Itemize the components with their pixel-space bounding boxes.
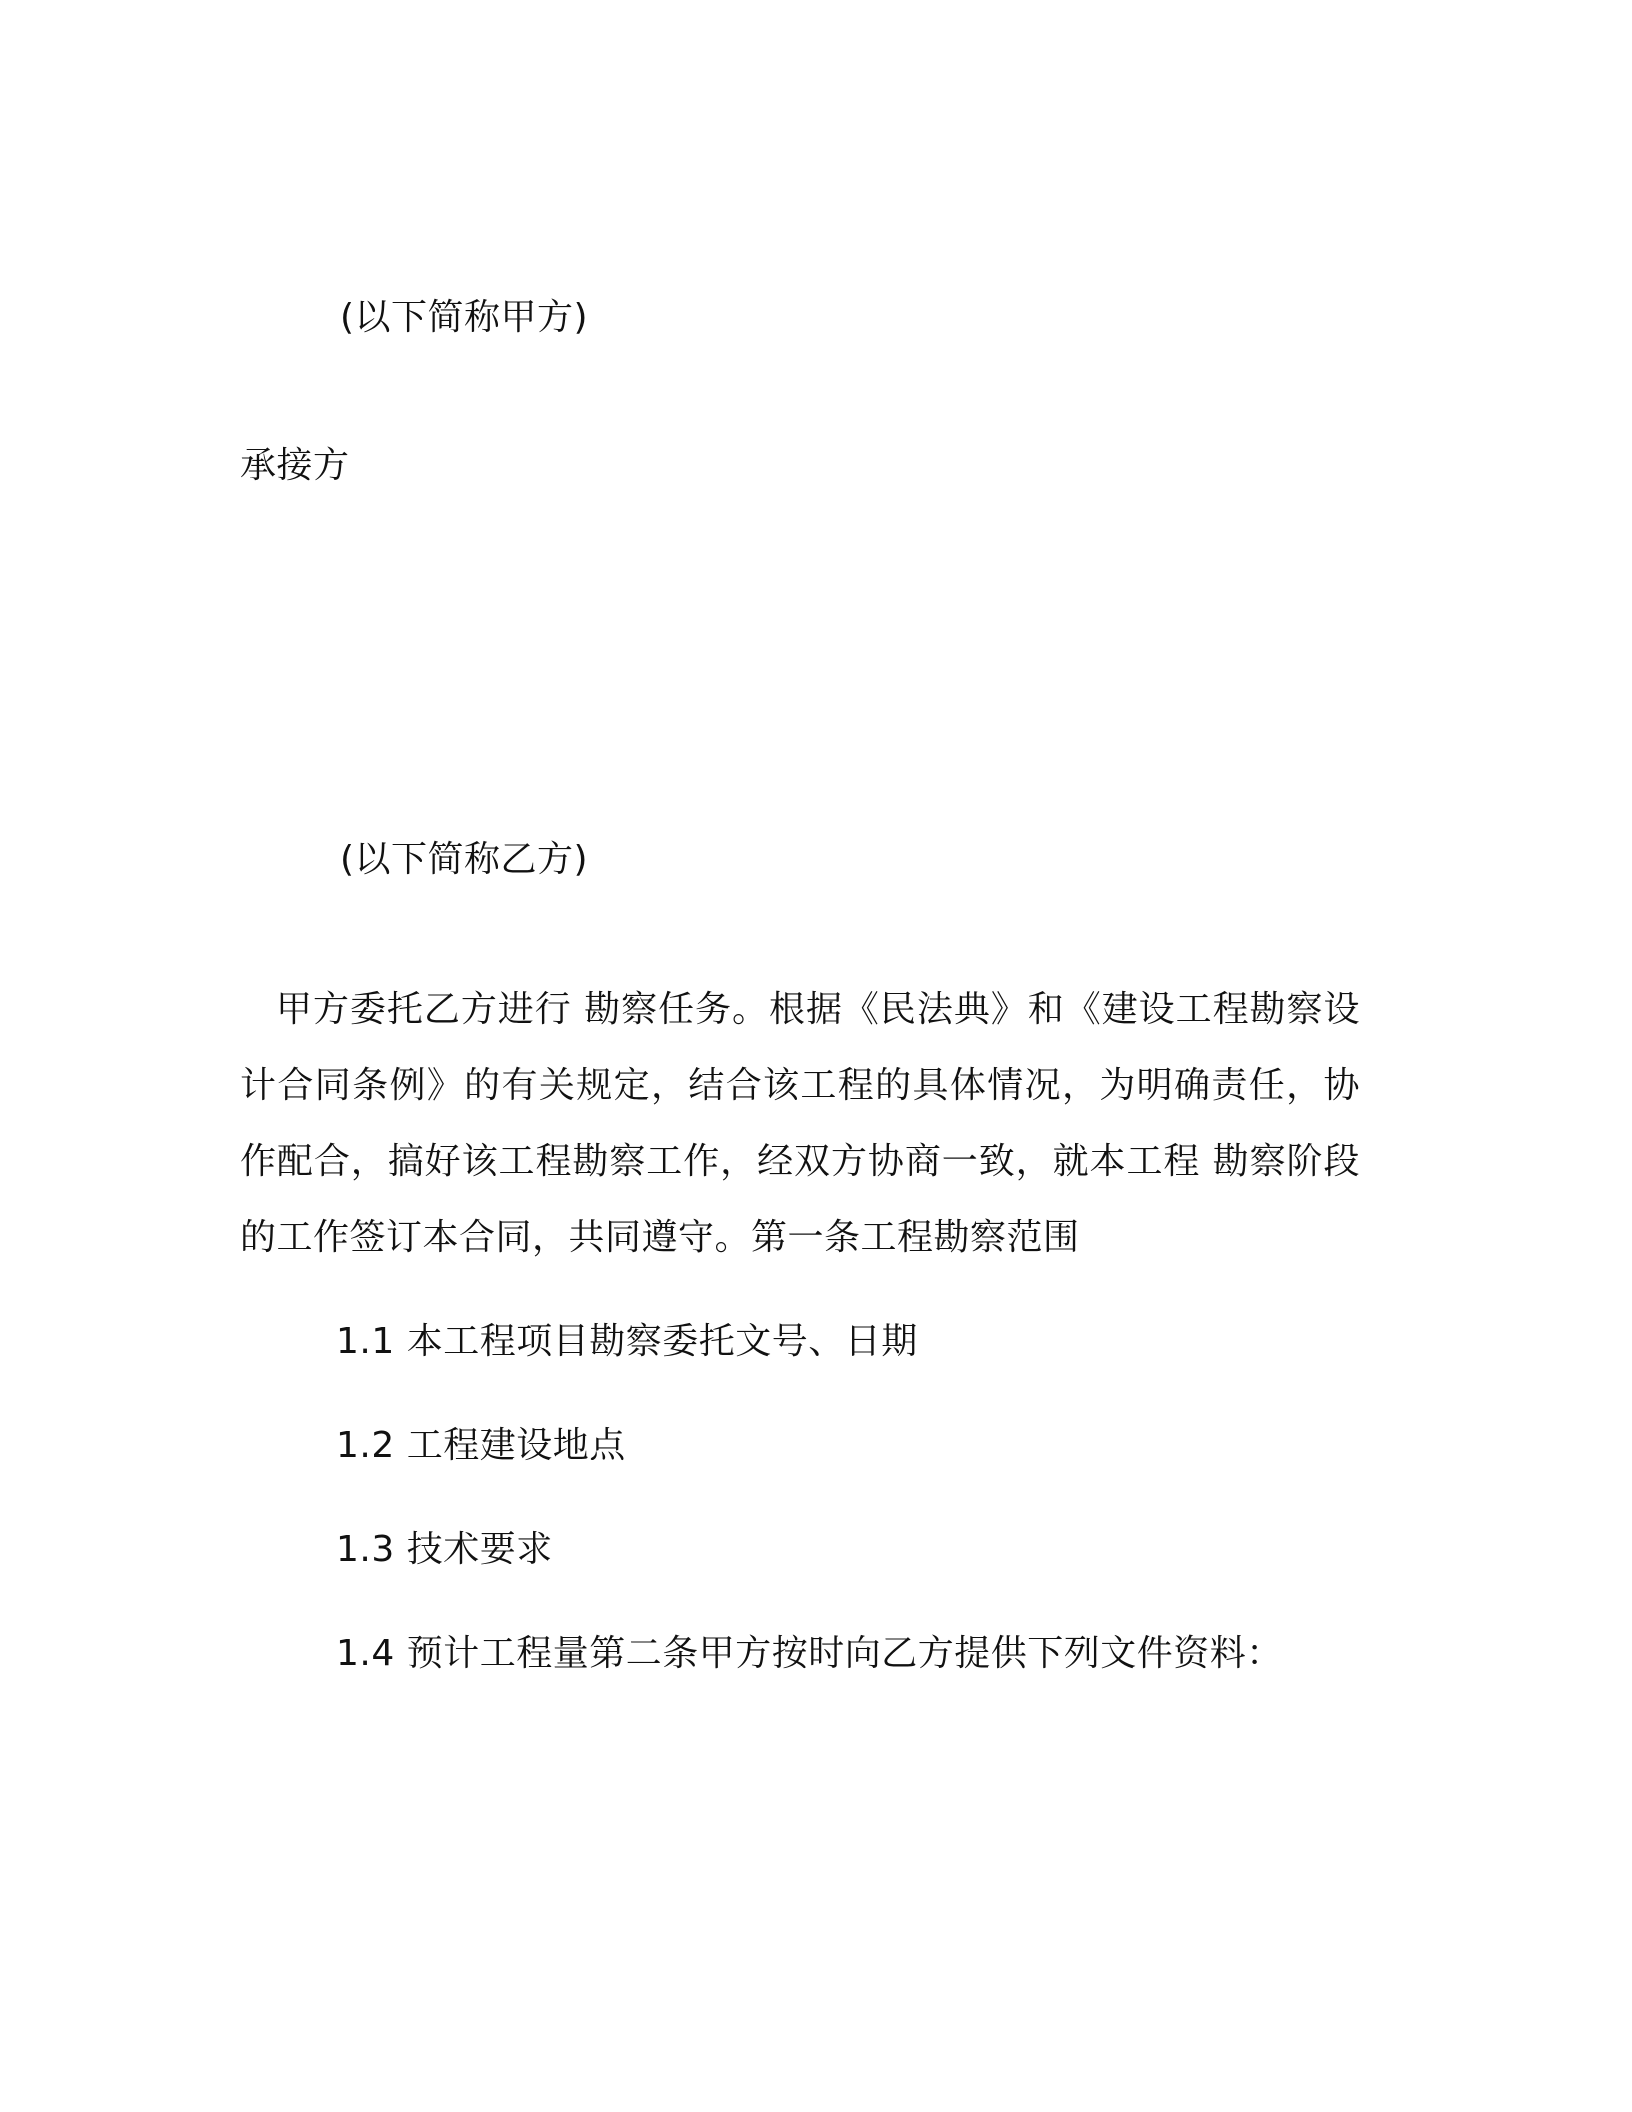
intro-paragraph: 甲方委托乙方进行 勘察任务。根据《民法典》和《建设工程勘察设计合同条例》的有关规定，结合该工程的具体情况，为明确责任，协作配合，搞好该工程勘察工作，经双方协商一致，就本工程 勘察阶段的工作签订本合同，共同遵守。第一条工程勘察范围 — [240, 989, 1360, 1258]
contractor-label: 承接方 — [240, 445, 350, 486]
party-a-note: (以下简称甲方) — [340, 297, 589, 338]
clause-item-1-2: 1.2 工程建设地点 — [336, 1425, 626, 1466]
clause-item-1-1: 1.1 本工程项目勘察委托文号、日期 — [336, 1321, 918, 1362]
clause-item-1-3: 1.3 技术要求 — [336, 1529, 553, 1570]
party-b-note: (以下简称乙方) — [340, 839, 589, 880]
clause-item-1-4: 1.4 预计工程量第二条甲方按时向乙方提供下列文件资料： — [336, 1633, 1283, 1674]
